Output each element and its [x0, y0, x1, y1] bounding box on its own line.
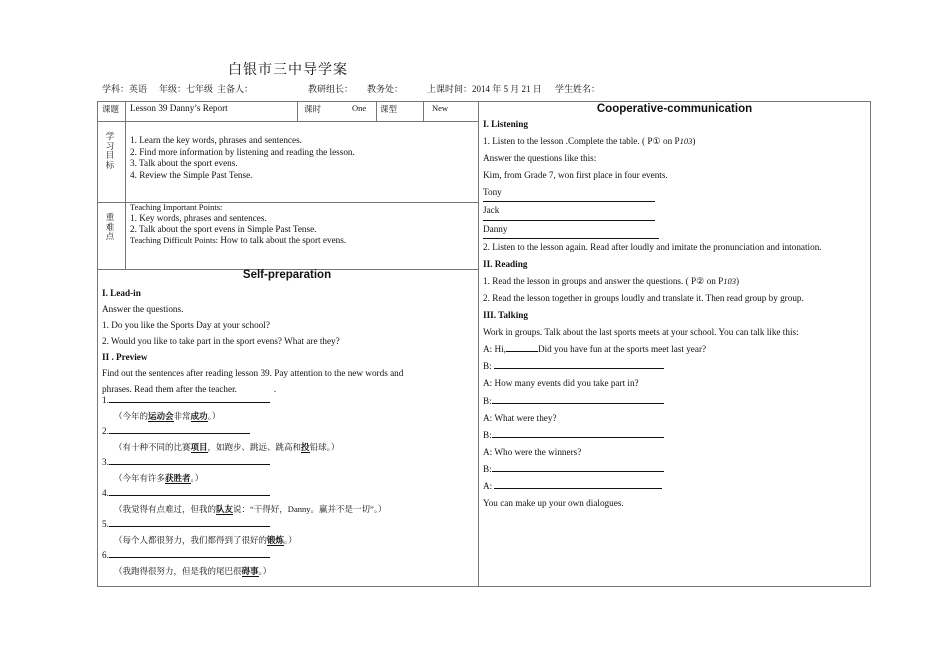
label-char: 点	[105, 231, 115, 241]
label-char: 重	[105, 212, 115, 222]
answer-blank[interactable]	[494, 368, 664, 369]
item-number: 5.	[102, 519, 109, 529]
answer-blank[interactable]	[492, 471, 664, 472]
item-number: 1.	[102, 395, 109, 405]
coop-body	[483, 116, 868, 512]
preview-text: Find out the sentences after reading lesson 39. Pay attention to the new words and	[102, 368, 404, 378]
task-text: )	[735, 275, 740, 286]
hint-text: （今年的	[114, 411, 149, 421]
hint-keyword: 获胜者	[165, 473, 191, 483]
hint-text: ，如跑步、跳远、跳高和	[207, 442, 302, 452]
hint-text: （有十种不同的比赛	[114, 442, 191, 452]
objective-item: 3. Talk about the sport evens.	[130, 158, 238, 168]
hint-text: （今年有许多	[114, 473, 166, 483]
item-number: 6.	[102, 550, 109, 560]
meta-student: 学生姓名：	[555, 84, 601, 94]
hint-keyword: 运动会	[148, 411, 174, 421]
preview-item	[102, 426, 472, 457]
self-prep-body	[102, 285, 472, 397]
objective-item: 2. Find more information by listening and reading the lesson.	[130, 146, 355, 157]
label-char: 目	[105, 150, 115, 160]
hint-text: （我跑得很努力，但是我的尾巴很	[114, 566, 242, 576]
dialogue-line: A: Who were the winners?	[483, 446, 582, 457]
name-blank-row	[483, 221, 868, 239]
hint-keyword: 项目	[190, 442, 208, 452]
page-title: 白银市三中导学案	[228, 63, 348, 78]
preview-items	[102, 395, 472, 581]
preview-text: phrases. Read them after the teacher. .	[102, 384, 276, 394]
important-title: Teaching Important Points:	[130, 202, 223, 212]
hint-keyword: 成功	[190, 411, 208, 421]
task-text: on P	[704, 275, 724, 286]
answer-blank[interactable]	[109, 464, 270, 465]
cell-divider	[423, 102, 424, 121]
answer-blank[interactable]	[109, 526, 270, 527]
preview-item	[102, 457, 472, 488]
hint-text: 。）	[207, 411, 221, 421]
example-sentence: Kim, from Grade 7, won first place in four events.	[483, 170, 668, 181]
cell-divider	[376, 102, 377, 121]
hint-keyword: 投	[301, 442, 310, 452]
meta-leader: 教研组长：	[308, 84, 354, 94]
answer-blank[interactable]	[492, 403, 664, 404]
keypoints-body	[130, 202, 346, 246]
meta-preparer: 主备人：	[217, 84, 254, 94]
reading-task-1	[483, 273, 868, 290]
greeting-blank[interactable]	[506, 351, 538, 352]
row-divider	[98, 121, 478, 122]
type-label: 课型	[380, 104, 398, 114]
self-prep-heading: Self-preparation	[242, 269, 332, 281]
listening-title: I. Listening	[483, 119, 528, 129]
label-char: 难	[105, 221, 115, 232]
reading-task-2: 2. Read the lesson together in groups loudly and translate it. Then read group by group.	[483, 292, 804, 303]
task-mark: ①	[652, 136, 661, 147]
column-divider	[478, 102, 479, 586]
important-item: 1. Key words, phrases and sentences.	[130, 213, 267, 223]
name-danny[interactable]: Danny	[483, 221, 659, 239]
hint-text: （每个人都很努力，我们都得到了很好的	[114, 535, 268, 545]
task-text: )	[692, 136, 696, 147]
task-mark: ②	[696, 275, 705, 286]
speaker-label: B:	[483, 429, 492, 440]
speaker-text: Did you have fun at the sports meet last year?	[537, 344, 707, 355]
speaker-label: B:	[483, 361, 492, 372]
answer-blank[interactable]	[109, 402, 270, 403]
hint-keyword: 队友	[216, 504, 234, 514]
meta-row	[102, 82, 600, 95]
meta-grade: 年级：七年级	[159, 84, 214, 94]
meta-subject: 学科：英语	[102, 84, 148, 94]
coop-heading: Cooperative-communication	[596, 103, 753, 115]
cell-divider	[297, 102, 298, 121]
preview-item	[102, 488, 472, 519]
page-number: 103	[723, 275, 736, 286]
hint-text: 。）	[284, 535, 297, 545]
answer-blank[interactable]	[109, 433, 250, 434]
talking-intro: Work in groups. Talk about the last sports meets at your school. You can talk like this:	[483, 327, 799, 338]
hint-text: （我觉得有点难过，但我的	[114, 504, 217, 514]
item-number: 2.	[102, 426, 109, 436]
objectives-list	[130, 135, 355, 181]
topic-value: Lesson 39 Danny’s Report	[130, 103, 228, 113]
speaker-label: B:	[483, 463, 492, 474]
keypoints-label	[105, 213, 115, 242]
preview-item	[102, 519, 472, 550]
difficult-label: Teaching Difficult Points:	[130, 235, 219, 245]
label-divider	[125, 102, 126, 269]
speaker-label: A:	[483, 480, 493, 491]
leadin-line: Answer the questions.	[102, 304, 184, 314]
reading-title: II. Reading	[483, 258, 528, 269]
listening-task-1	[483, 133, 868, 150]
answer-blank[interactable]	[492, 437, 664, 438]
answer-blank[interactable]	[109, 557, 270, 558]
hint-text: 铅球。）	[309, 442, 340, 452]
dialogue-line	[483, 478, 868, 495]
item-number: 4.	[102, 488, 109, 498]
hours-value: One	[352, 103, 367, 113]
objectives-label	[105, 132, 115, 170]
label-char: 学	[105, 131, 115, 141]
name-blank-row	[483, 184, 868, 202]
answer-blank[interactable]	[494, 488, 662, 489]
task-text: 1. Read the lesson in groups and answer the questions. ( P	[483, 275, 697, 286]
speaker-label: B:	[483, 395, 492, 406]
topic-label: 课题	[102, 104, 120, 114]
dialogue-line	[483, 341, 868, 358]
talking-title: III. Talking	[483, 310, 528, 321]
hours-label: 课时	[304, 104, 322, 114]
dialogue-line	[483, 358, 868, 375]
dialogue-line: A: What were they?	[483, 412, 557, 423]
type-value: New	[432, 103, 449, 113]
page-number: 103	[679, 136, 693, 147]
objective-item: 4. Review the Simple Past Tense.	[130, 169, 253, 180]
answer-instruction: Answer the questions like this:	[483, 153, 597, 164]
meta-office: 教务处：	[367, 84, 404, 94]
meta-date: 上课时间：2014 年 5 月 21 日	[427, 84, 542, 94]
hint-text: 说：“干得好，Danny。赢并不是一切”。）	[233, 504, 387, 514]
preview-title: II . Preview	[102, 352, 148, 362]
label-char: 习	[105, 140, 115, 151]
dialogue-line	[483, 427, 868, 444]
hint-keyword: 锻炼	[267, 535, 285, 545]
hint-text: 。）	[190, 473, 204, 483]
hint-text: 。）	[258, 566, 272, 576]
difficult-value: How to talk about the sport evens.	[218, 235, 347, 245]
answer-blank[interactable]	[109, 495, 270, 496]
dialogue-line	[483, 393, 868, 410]
preview-item	[102, 550, 472, 581]
dialogue-line: A: How many events did you take part in?	[483, 378, 639, 389]
dialogue-line	[483, 461, 868, 478]
item-number: 3.	[102, 457, 109, 467]
name-tony[interactable]: Tony	[483, 184, 655, 202]
name-jack[interactable]: Jack	[483, 202, 655, 220]
hint-text: 非常	[173, 411, 191, 421]
name-blank-row	[483, 202, 868, 220]
objective-item: 1. Learn the key words, phrases and sentences.	[130, 135, 302, 145]
final-note: You can make up your own dialogues.	[483, 498, 624, 509]
leadin-line: 1. Do you like the Sports Day at your school?	[102, 320, 270, 330]
hint-keyword: 碍事	[241, 566, 259, 576]
task-text: 1. Listen to the lesson .Complete the table. ( P	[483, 136, 653, 147]
task-text: on P	[660, 136, 680, 147]
preview-item	[102, 395, 472, 426]
leadin-line: 2. Would you like to take part in the sport evens? What are they?	[102, 336, 340, 346]
listening-task-2: 2. Listen to the lesson again. Read after loudly and imitate the pronunciation and intonation.	[483, 241, 822, 252]
speaker-text: A: Hi,	[483, 344, 506, 355]
label-char: 标	[105, 159, 115, 170]
important-item: 2. Talk about the sport evens in Simple Past Tense.	[130, 224, 317, 234]
leadin-title: I. Lead-in	[102, 288, 141, 298]
